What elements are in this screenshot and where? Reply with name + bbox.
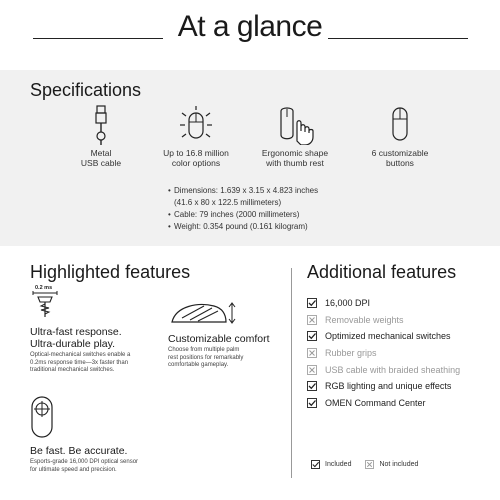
legend-not-included: Not included bbox=[365, 460, 418, 469]
feature-title: Customizable comfort bbox=[168, 333, 270, 345]
check-icon bbox=[311, 460, 320, 469]
feature-description: Choose from multiple palm rest positions for remarkably comfortable gameplay. bbox=[168, 347, 244, 368]
optical-switch-label: 0.2 ms bbox=[35, 285, 53, 291]
spec-list bbox=[168, 185, 318, 233]
spec-usb-cable bbox=[46, 105, 156, 168]
feature-fast-accurate bbox=[30, 395, 170, 474]
page-title: At a glance bbox=[177, 10, 323, 43]
highlighted-heading: Highlighted features bbox=[30, 262, 191, 282]
spec-label: Up to 16.8 million color options bbox=[163, 148, 229, 168]
feature-title: Be fast. Be accurate. bbox=[30, 445, 128, 457]
mouse-buttons-icon bbox=[385, 105, 415, 145]
feature-list-label: OMEN Command Center bbox=[325, 397, 426, 408]
spec-color-options bbox=[141, 105, 251, 168]
check-icon bbox=[307, 331, 317, 341]
section-divider bbox=[291, 268, 292, 478]
additional-heading: Additional features bbox=[307, 262, 457, 282]
title-rule-right bbox=[328, 38, 468, 39]
glowing-mouse-icon bbox=[176, 105, 216, 145]
spec-ergonomic-shape bbox=[240, 105, 350, 168]
legend bbox=[311, 460, 432, 469]
spec-icons-row bbox=[0, 105, 500, 175]
additional-features bbox=[307, 262, 497, 411]
cross-icon bbox=[365, 460, 374, 469]
feature-list-label: RGB lighting and unique effects bbox=[325, 381, 452, 392]
spec-list-item: • Cable: 79 inches (2000 millimeters) bbox=[168, 209, 318, 221]
feature-list-label: Removable weights bbox=[325, 314, 404, 325]
feature-title: Ultra-fast response. Ultra-durable play. bbox=[30, 326, 122, 350]
spec-label: 6 customizable buttons bbox=[371, 148, 429, 168]
spec-custom-buttons bbox=[345, 105, 455, 168]
mouse-side-profile-icon bbox=[168, 300, 238, 326]
spec-list-item: • Dimensions: 1.639 x 3.15 x 4.823 inches (41.6 x 80 x 122.5 millimeters) bbox=[168, 185, 318, 209]
feature-list-item bbox=[307, 328, 497, 345]
legend-included: Included bbox=[311, 460, 351, 469]
feature-customizable-comfort bbox=[168, 300, 280, 370]
feature-ultra-fast bbox=[30, 285, 155, 375]
feature-list-label: USB cable with braided sheathing bbox=[325, 364, 461, 375]
specifications-panel bbox=[0, 70, 500, 246]
feature-description: Esports-grade 16,000 DPI optical sensor for ultimate speed and precision. bbox=[30, 459, 139, 473]
crosshair-mouse-icon bbox=[30, 395, 54, 439]
hand-on-mouse-icon bbox=[271, 105, 319, 145]
specifications-heading: Specifications bbox=[30, 80, 142, 100]
feature-list-label: Rubber grips bbox=[325, 348, 377, 359]
feature-list-item bbox=[307, 295, 497, 312]
highlighted-features bbox=[0, 262, 280, 500]
optical-switch-icon bbox=[30, 291, 60, 319]
check-icon bbox=[307, 298, 317, 308]
feature-list-label: 16,000 DPI bbox=[325, 298, 371, 309]
feature-list-item bbox=[307, 345, 497, 362]
feature-list-item bbox=[307, 361, 497, 378]
cross-icon bbox=[307, 315, 317, 325]
spec-label: Metal USB cable bbox=[80, 148, 122, 168]
feature-list-item bbox=[307, 312, 497, 329]
cross-icon bbox=[307, 348, 317, 358]
feature-list-item bbox=[307, 395, 497, 412]
spec-list-item: • Weight: 0.354 pound (0.161 kilogram) bbox=[168, 221, 318, 233]
header bbox=[0, 0, 500, 70]
spec-label: Ergonomic shape with thumb rest bbox=[261, 148, 329, 168]
additional-list bbox=[307, 295, 497, 411]
check-icon bbox=[307, 398, 317, 408]
check-icon bbox=[307, 381, 317, 391]
feature-description: Optical-mechanical switches enable a 0.2ms response time—3x faster than traditional mechanical switches. bbox=[30, 352, 131, 373]
feature-list-item bbox=[307, 378, 497, 395]
cross-icon bbox=[307, 365, 317, 375]
usb-cable-icon bbox=[86, 105, 116, 145]
feature-list-label: Optimized mechanical switches bbox=[325, 331, 451, 342]
